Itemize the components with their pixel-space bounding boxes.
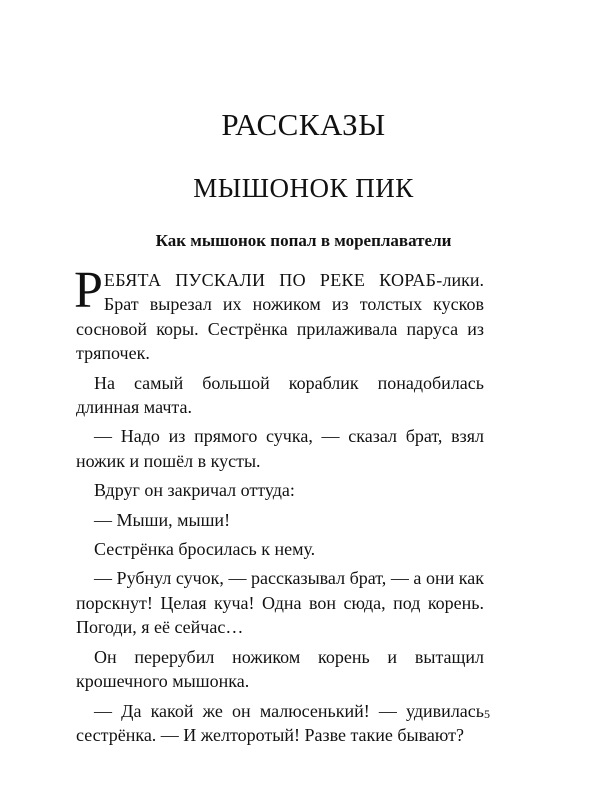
- drop-cap: Р: [74, 262, 103, 319]
- paragraph: — Да какой же он малюсенький! — удивилась сестрёнка. — И желторотый! Разве такие бывают?: [76, 700, 484, 745]
- paragraph: — Надо из прямого сучка, — сказал брат, взял ножик и пошёл в кусты.: [76, 426, 484, 471]
- paragraph: Сестрёнка бросилась к нему.: [94, 539, 316, 560]
- page-number: 5: [484, 707, 490, 721]
- paragraph: Вдруг он закричал оттуда:: [94, 480, 295, 501]
- paragraph: — Рубнул сучок, — рассказывал брат, — а они как порскнут! Целая куча! Одна вон сюда, под корень. Погоди, я её сейчас…: [76, 568, 484, 638]
- section-title: РАССКАЗЫ: [221, 107, 386, 142]
- story-text: [74, 262, 484, 752]
- story-title: МЫШОНОК ПИК: [193, 173, 414, 203]
- paragraph: Он перерубил ножиком корень и вытащил крошечного мышонка.: [76, 646, 484, 692]
- paragraph: На самый большой кораблик понадобилась длинная мачта.: [76, 372, 484, 418]
- paragraph: [74, 262, 484, 366]
- paragraph-text: лики. Брат вырезал их ножиком из толстых кусков сосновой коры. Сестрёнка прилаживала паруса из тряпочек.: [76, 270, 484, 364]
- chapter-title: Как мышонок попал в мореплаватели: [155, 231, 452, 250]
- opening-caps: ЕБЯТА ПУСКАЛИ ПО РЕКЕ КОРАБ-: [103, 270, 443, 290]
- paragraph: — Мыши, мыши!: [94, 509, 231, 530]
